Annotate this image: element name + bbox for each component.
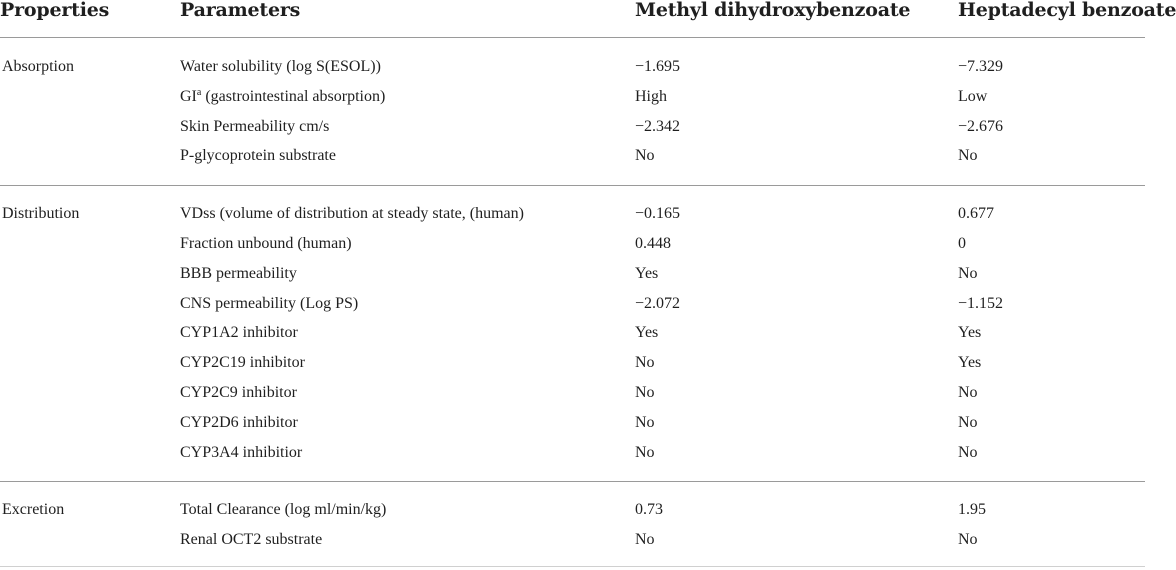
table-row [0,229,1145,259]
value-cell-compound-1: −1.695 [635,58,681,75]
footnote-marker: a [196,86,202,98]
value-cell-compound-2: No [958,413,978,431]
parameter-text: (gastrointestinal absorption) [201,87,386,105]
value-cell-compound-1: −2.072 [635,294,681,312]
value-cell-compound-1: Yes [635,264,659,282]
table-header [0,0,1176,38]
value-cell-compound-1: No [635,147,655,165]
parameter-cell: BBB permeability [180,264,297,282]
table-row [0,199,1145,229]
value-cell-compound-2: 0 [958,234,966,252]
value-cell-compound-2: −2.676 [958,117,1004,135]
parameter-cell: Fraction unbound (human) [180,234,352,252]
value-cell-compound-1: High [635,87,667,105]
parameter-text: GI [180,87,197,105]
table-row [0,289,1145,319]
value-cell-compound-2: 0.677 [958,205,994,223]
value-cell-compound-1: Yes [635,324,659,342]
parameter-cell: Renal OCT2 substrate [180,531,323,549]
value-cell-compound-1: No [635,383,655,401]
section-label: Excretion [2,501,65,519]
table-row [0,82,1145,112]
parameter-cell: CYP2C19 inhibitor [180,354,305,372]
value-cell-compound-2: −1.152 [958,294,1004,312]
parameter-cell: CYP2D6 inhibitor [180,413,298,431]
table-row [0,259,1145,289]
value-cell-compound-1: No [635,354,655,372]
section-absorption [0,38,1145,186]
parameter-cell: Water solubility (log S(ESOL)) [180,58,381,75]
section-excretion [0,482,1145,567]
table-row [0,141,1145,171]
value-cell-compound-2: 1.95 [958,501,986,519]
value-cell-compound-2: No [958,383,978,401]
value-cell-compound-2: Low [958,87,988,105]
parameter-cell: Total Clearance (log ml/min/kg) [180,501,387,519]
value-cell-compound-1: No [635,443,655,461]
header-compound-2: Heptadecyl benzoate [958,0,1176,21]
value-cell-compound-2: Yes [958,324,982,342]
value-cell-compound-1: 0.448 [635,234,671,252]
parameter-cell [180,82,385,112]
parameter-cell: CYP2C9 inhibitor [180,383,297,401]
section-label: Absorption [2,58,74,75]
value-cell-compound-1: No [635,413,655,431]
value-cell-compound-2: No [958,147,978,165]
parameter-cell: CYP3A4 inhibitior [180,443,303,461]
table-row [0,112,1145,142]
section-label: Distribution [2,205,80,223]
value-cell-compound-2: No [958,531,978,549]
table-row [0,52,1145,82]
value-cell-compound-1: 0.73 [635,501,663,519]
parameter-cell: Skin Permeability cm/s [180,117,330,135]
value-cell-compound-1: No [635,531,655,549]
header-compound-1: Methyl dihydroxybenzoate [635,0,911,21]
table-row [0,378,1145,408]
table-row [0,525,1145,555]
header-parameters: Parameters [180,0,301,21]
section-distribution [0,186,1145,482]
table-row [0,408,1145,438]
value-cell-compound-2: Yes [958,354,982,372]
parameter-cell: P-glycoprotein substrate [180,147,336,165]
value-cell-compound-2: No [958,443,978,461]
value-cell-compound-2: −7.329 [958,58,1004,75]
value-cell-compound-1: −0.165 [635,205,681,223]
parameter-cell: CNS permeability (Log PS) [180,294,359,312]
value-cell-compound-1: −2.342 [635,117,681,135]
table-row [0,438,1145,468]
table-row [0,318,1145,348]
parameter-cell: CYP1A2 inhibitor [180,324,298,342]
table-row [0,348,1145,378]
header-properties: Properties [0,0,110,21]
parameter-cell: VDss (volume of distribution at steady state, (human) [180,205,524,223]
table-row [0,495,1145,525]
value-cell-compound-2: No [958,264,978,282]
